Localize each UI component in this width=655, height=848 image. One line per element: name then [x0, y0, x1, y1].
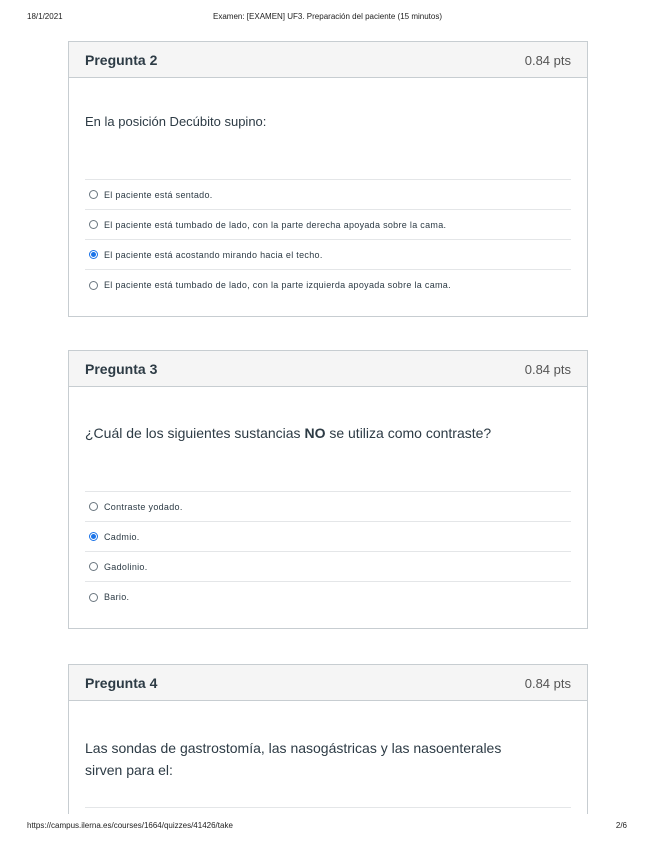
answer-option[interactable] [85, 492, 571, 522]
question-title: Pregunta 3 [85, 361, 158, 377]
answer-option[interactable] [85, 210, 571, 240]
page-url: https://campus.ilerna.es/courses/1664/quizzes/41426/take [27, 821, 233, 830]
question-points: 0.84 pts [524, 53, 571, 68]
answer-label: Gadolinio. [104, 561, 148, 572]
question-text [69, 387, 587, 491]
radio-button[interactable] [89, 220, 98, 229]
question-title: Pregunta 2 [85, 52, 158, 68]
answer-label: El paciente está acostando mirando hacia el techo. [104, 249, 323, 260]
print-title: Examen: [EXAMEN] UF3. Preparación del paciente (15 minutos) [213, 12, 442, 21]
question-text-start: ¿Cuál de los siguientes sustancias [85, 425, 305, 441]
answer-option[interactable] [85, 240, 571, 270]
print-header [0, 12, 655, 26]
question-text-end: se utiliza como contraste? [325, 425, 492, 441]
question-header [69, 665, 587, 701]
print-footer [0, 821, 655, 835]
radio-button-selected[interactable] [89, 532, 98, 541]
question-points: 0.84 pts [524, 362, 571, 377]
answer-option[interactable] [85, 582, 571, 612]
question-header [69, 351, 587, 387]
radio-button[interactable] [89, 281, 98, 290]
answer-list [85, 179, 571, 300]
answer-option[interactable] [85, 180, 571, 210]
page-number: 2/6 [615, 821, 627, 830]
radio-button[interactable] [89, 562, 98, 571]
answer-label: El paciente está tumbado de lado, con la parte izquierda apoyada sobre la cama. [104, 280, 451, 290]
question-points: 0.84 pts [524, 676, 571, 691]
answer-option[interactable] [85, 270, 571, 300]
radio-button[interactable] [89, 502, 98, 511]
question-3 [68, 350, 588, 629]
radio-button-selected[interactable] [89, 250, 98, 259]
answer-label: Contraste yodado. [104, 501, 183, 512]
answer-list [85, 491, 571, 612]
question-title: Pregunta 4 [85, 675, 158, 691]
answer-label: Bario. [104, 592, 130, 602]
radio-button[interactable] [89, 190, 98, 199]
print-date: 18/1/2021 [27, 12, 63, 21]
question-4 [68, 664, 588, 814]
question-text-emphasis: NO [304, 425, 326, 441]
question-text: En la posición Decúbito supino: [85, 114, 267, 129]
question-text: Las sondas de gastrostomía, las nasogástricas y las nasoenterales sirven para el: [85, 740, 502, 778]
answer-list-divider [85, 807, 571, 808]
answer-label: El paciente está sentado. [104, 189, 213, 200]
radio-button[interactable] [89, 593, 98, 602]
answer-option[interactable] [85, 522, 571, 552]
question-header [69, 42, 587, 78]
answer-label: El paciente está tumbado de lado, con la parte derecha apoyada sobre la cama. [104, 219, 447, 230]
answer-label: Cadmio. [104, 531, 140, 542]
answer-option[interactable] [85, 552, 571, 582]
question-2 [68, 41, 588, 317]
